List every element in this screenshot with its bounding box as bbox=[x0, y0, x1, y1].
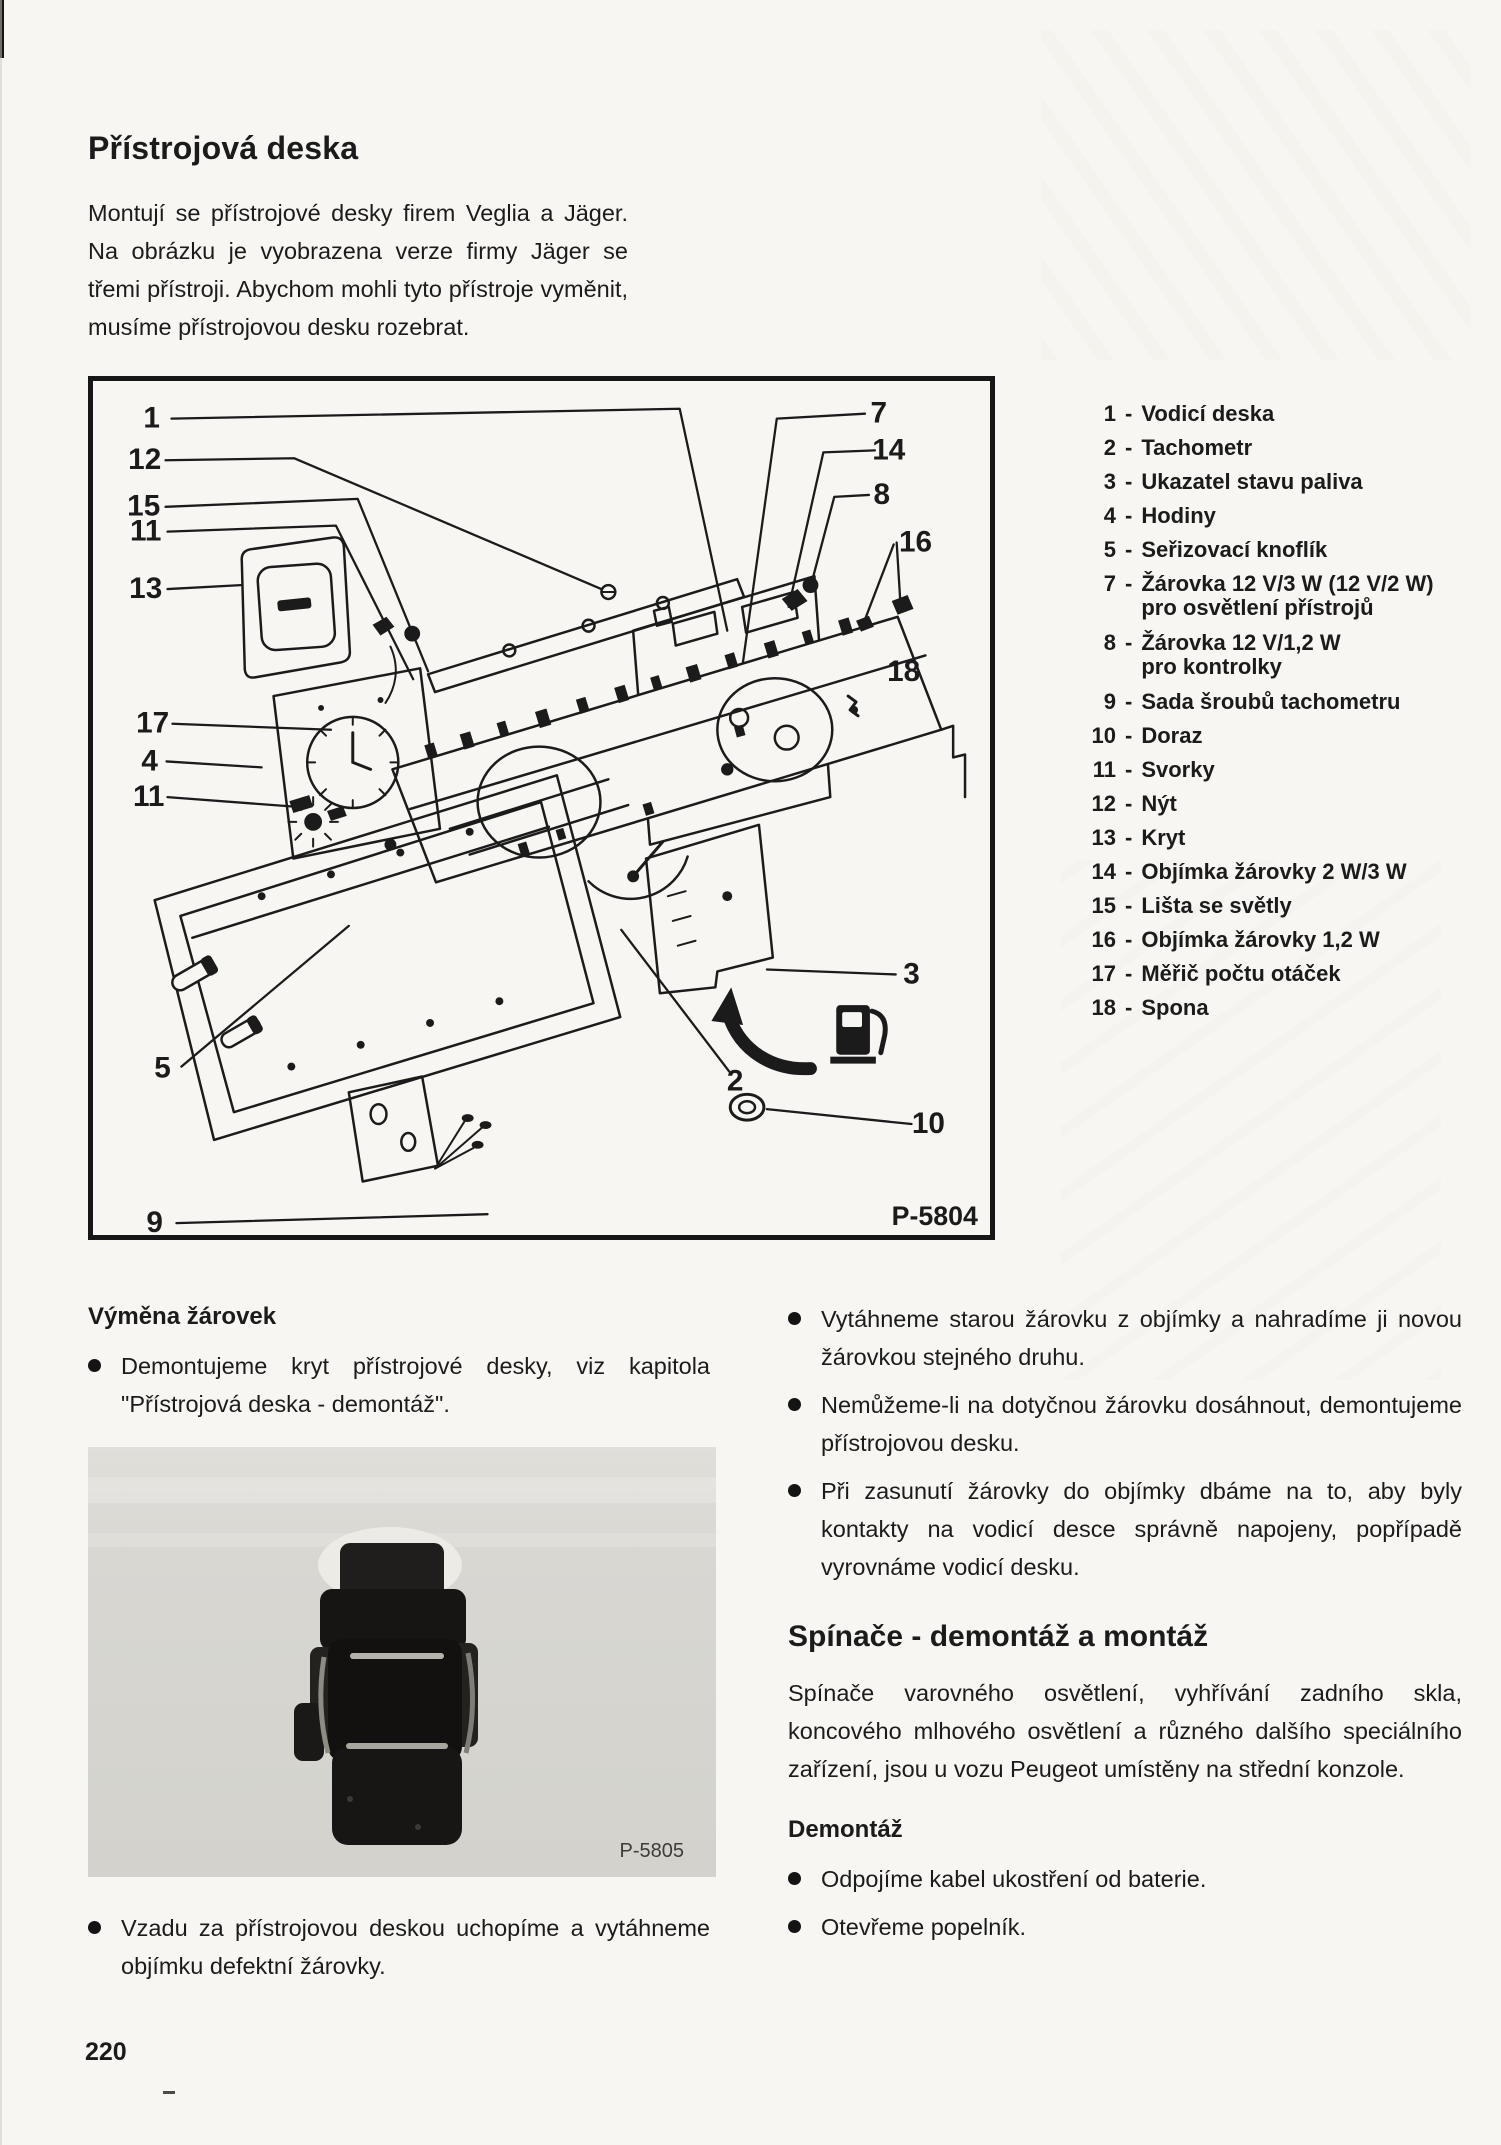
bullet-dot bbox=[88, 1359, 101, 1372]
section-heading-vymena-zarovek: Výměna žárovek bbox=[88, 1303, 277, 1330]
right-column bbox=[788, 1300, 1462, 1956]
callout-2: 2 bbox=[726, 1064, 744, 1098]
page-title: Přístrojová deska bbox=[88, 130, 359, 166]
callout-1: 1 bbox=[143, 401, 160, 435]
legend-item: 7 - Žárovka 12 V/3 W (12 V/2 W) pro osvětlení přístrojů bbox=[1103, 571, 1434, 620]
legend-item: 2 - Tachometr bbox=[1103, 435, 1253, 460]
list-item: Odpojíme kabel ukostření od baterie. bbox=[788, 1860, 1462, 1898]
legend-item: 13 - Kryt bbox=[1091, 825, 1186, 850]
exploded-diagram-figure bbox=[88, 376, 995, 1240]
list-item: Nemůžeme-li na dotyčnou žárovku dosáhnout, demontujeme přístrojovou desku. bbox=[788, 1386, 1462, 1462]
legend-item: 3 - Ukazatel stavu paliva bbox=[1103, 469, 1363, 494]
callout-15: 15 bbox=[127, 489, 161, 523]
bullet-dot bbox=[788, 1484, 801, 1497]
list-item: Demontujeme kryt přístrojové desky, viz kapitola "Přístrojová deska - demontáž". bbox=[88, 1347, 710, 1423]
legend-item: 17 - Měřič počtu otáček bbox=[1091, 961, 1341, 986]
callout-16: 16 bbox=[898, 525, 933, 559]
list-item: Vzadu za přístrojovou deskou uchopíme a vytáhneme objímku defektní žárovky. bbox=[88, 1909, 710, 1985]
retainer-ring-part bbox=[730, 1094, 764, 1120]
list-item: Při zasunutí žárovky do objímky dbáme na to, aby byly kontakty na vodicí desce správně napojeny, popřípadě vyrovnáme vodicí desku. bbox=[788, 1472, 1462, 1586]
callout-10: 10 bbox=[911, 1106, 945, 1140]
callout-11b: 11 bbox=[132, 780, 165, 814]
switch-photo-figure bbox=[88, 1447, 716, 1877]
list-item: Otevřeme popelník. bbox=[788, 1908, 1462, 1946]
callout-18: 18 bbox=[887, 655, 921, 689]
callout-7: 7 bbox=[870, 396, 888, 430]
bullet-dot bbox=[788, 1312, 801, 1325]
legend-item: 16 - Objímka žárovky 1,2 W bbox=[1091, 927, 1380, 952]
callout-5: 5 bbox=[154, 1051, 171, 1085]
legend-item: 15 - Lišta se světly bbox=[1091, 893, 1292, 918]
callout-17: 17 bbox=[136, 706, 170, 740]
bullet-dot bbox=[88, 1921, 101, 1934]
legend-item: 4 - Hodiny bbox=[1103, 503, 1216, 528]
lower-panel-part bbox=[608, 901, 742, 1050]
page-number: 220 bbox=[85, 2038, 127, 2066]
left-column bbox=[88, 1303, 710, 1995]
cluster-housing-part bbox=[392, 617, 965, 883]
fuel-gauge-part bbox=[646, 825, 773, 993]
callout-4: 4 bbox=[141, 744, 158, 778]
legend-item: 5 - Seřizovací knoflík bbox=[1103, 537, 1328, 562]
cover-part bbox=[242, 537, 350, 677]
scan-mark bbox=[163, 2091, 175, 2094]
legend-item: 9 - Sada šroubů tachometru bbox=[1103, 689, 1401, 714]
instrument-panel-exploded-diagram bbox=[93, 381, 990, 1235]
legend-item: 10 - Doraz bbox=[1091, 723, 1203, 748]
callout-14: 14 bbox=[872, 433, 906, 467]
spinace-paragraph: Spínače varovného osvětlení, vyhřívání zadního skla, koncového mlhového osvětlení a různého dalšího speciálního zařízení, jsou u vozu Peugeot umístěny na střední konzole. bbox=[788, 1680, 1462, 1782]
callout-3: 3 bbox=[903, 957, 920, 991]
callout-12: 12 bbox=[128, 443, 162, 477]
legend-item: 18 - Spona bbox=[1091, 995, 1209, 1020]
list-item: Vytáhneme starou žárovku z objímky a nahradíme ji novou žárovkou stejného druhu. bbox=[788, 1300, 1462, 1376]
legend-item: 8 - Žárovka 12 V/1,2 W pro kontrolky bbox=[1103, 630, 1341, 679]
bullet-dot bbox=[788, 1920, 801, 1933]
rocker-switch-photo bbox=[88, 1447, 716, 1877]
legend-item: 14 - Objímka žárovky 2 W/3 W bbox=[1091, 859, 1407, 884]
legend-item: 11 - Svorky bbox=[1092, 757, 1215, 782]
bullet-dot bbox=[788, 1872, 801, 1885]
scan-edge-line bbox=[0, 0, 2, 2145]
intro-paragraph: Montují se přístrojové desky firem Veglia a Jäger. Na obrázku je vyobrazena verze firmy Jäger se třemi přístroji. Abychom mohli tyto přístroje vyměnit, musíme přístrojovou desku rozebrat. bbox=[88, 200, 628, 340]
figure-label-p5805: P-5805 bbox=[619, 1840, 684, 1862]
scan-bleed-artifact bbox=[1041, 30, 1471, 360]
fuel-pump-icon bbox=[830, 1005, 885, 1063]
callout-9: 9 bbox=[146, 1206, 163, 1235]
section-heading-spinace: Spínače - demontáž a montáž bbox=[788, 1620, 1209, 1653]
callout-8: 8 bbox=[873, 477, 891, 511]
figure-label-p5804: P-5804 bbox=[891, 1201, 978, 1232]
legend-item: 1 - Vodicí deska bbox=[1103, 401, 1275, 426]
diagram-legend bbox=[1082, 402, 1494, 1030]
subsection-heading-demontaz: Demontáž bbox=[788, 1816, 903, 1843]
legend-item: 12 - Nýt bbox=[1091, 791, 1177, 816]
rotate-arrow-icon bbox=[711, 987, 810, 1068]
callout-13: 13 bbox=[129, 571, 163, 605]
bullet-dot bbox=[788, 1398, 801, 1411]
callout-11: 11 bbox=[129, 514, 162, 548]
